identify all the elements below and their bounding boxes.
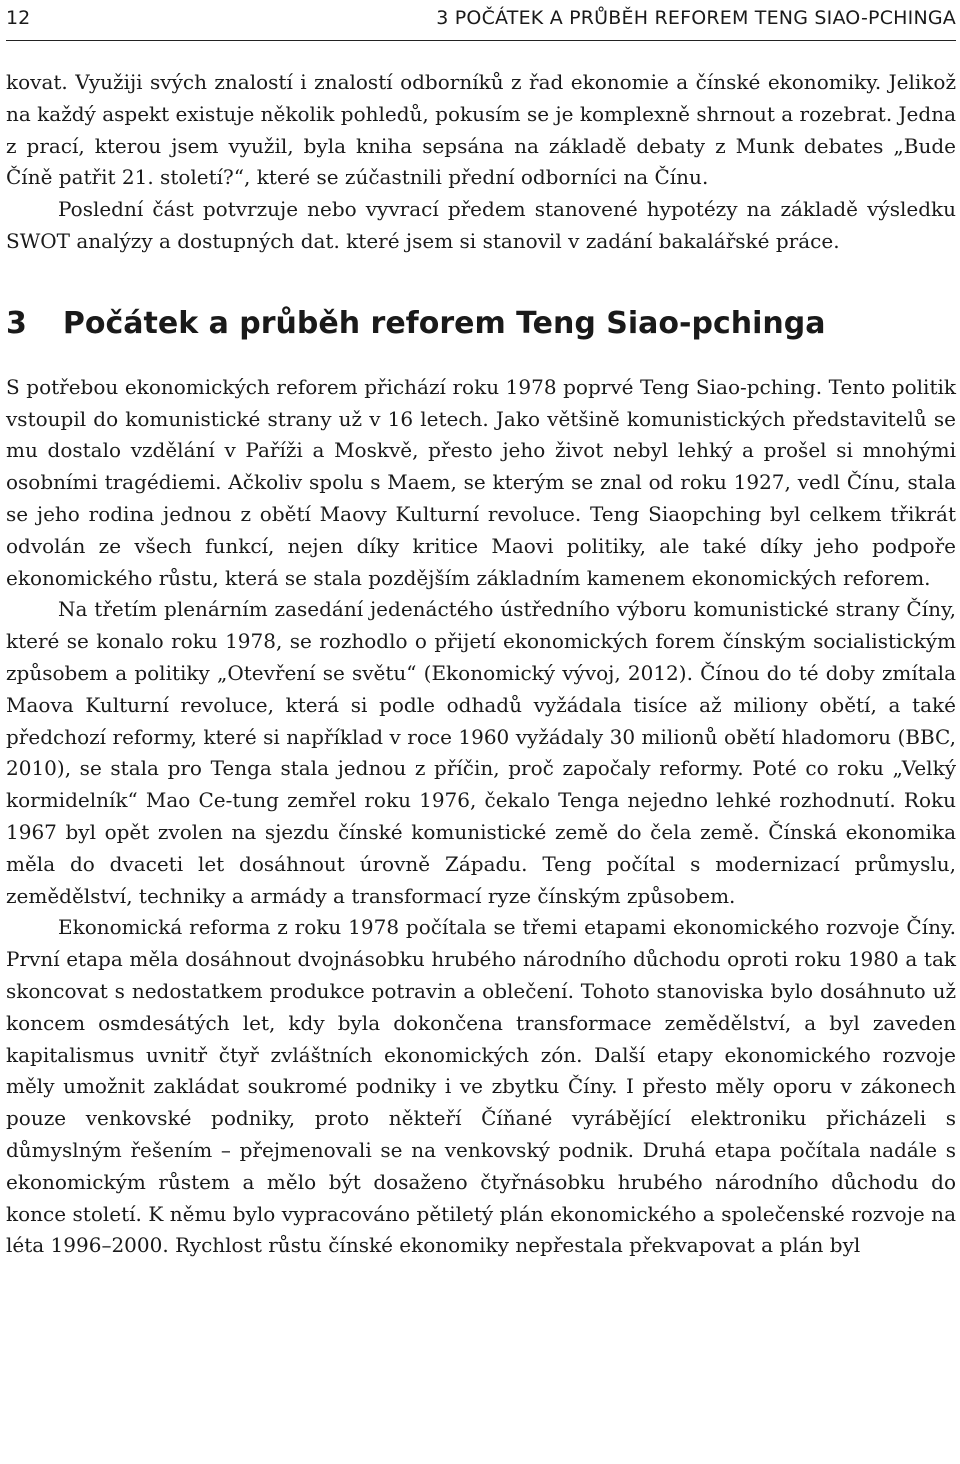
intro-paragraph-2: Poslední část potvrzuje nebo vyvrací předem stanovené hypotézy na základě výsledku SWOT analýzy a dostupných dat. které jsem si stanovil v zadání bakalářské práce. <box>6 197 956 253</box>
section-paragraph-1: S potřebou ekonomických reforem přichází roku 1978 poprvé Teng Siao-pching. Tento politik vstoupil do komunistické strany už v 16 letech. Jako většině komunistických představitelů se mu dostalo vzdělání v Paříži a Moskvě, přesto jeho život nebyl lehký a prošel si mnohými osobními tragédiemi. Ačkoliv spolu s Maem, se kterým se znal od roku 1927, vedl Čínu, stala se jeho rodina jednou z obětí Maovy Kulturní revoluce. Teng Siaopching byl celkem třikrát odvolán ze všech funkcí, nejen díky kritice Maovi politiky, ale také díky jeho podpoře ekonomického růstu, která se stala pozdějším základním kamenem ekonomických reforem. <box>6 374 956 590</box>
running-chapter-title: 3 POČÁTEK A PRŮBĚH REFOREM TENG SIAO-PCHINGA <box>436 7 956 29</box>
section-title: Počátek a průběh reforem Teng Siao-pchinga <box>62 305 826 341</box>
running-header <box>6 4 956 32</box>
header-rule <box>6 40 956 41</box>
section-number: 3 <box>6 305 27 341</box>
section-paragraph-3: Ekonomická reforma z roku 1978 počítala se třemi etapami ekonomického rozvoje Číny. První etapa měla dosáhnout dvojnásobku hrubého národního důchodu oproti roku 1980 a tak skoncovat s nedostatkem produkce potravin a oblečení. Tohoto stanoviska bylo dosáhnuto už koncem osmdesátých let, kdy byla dokončena transformace zemědělství, a byl zaveden kapitalismus uvnitř čtyř zvláštních ekonomických zón. Další etapy ekonomického rozvoje měly umožnit zakládat soukromé podniky i ve zbytku Číny. I přesto měly oporu v zákonech pouze venkovské podniky, proto někteří Číňané vyrábějící elektroniku přicházeli s důmyslným řešením – přejmenovali se na venkovský podnik. Druhá etapa počítala nadále s ekonomickým růstem a mělo být dosaženo čtyřnásobku hrubého národního důchodu do konce století. K němu bylo vypracováno pětiletý plán ekonomického a společenské rozvoje na léta 1996–2000. Rychlost růstu čínské ekonomiky nepřestala překvapovat a plán byl <box>6 915 956 1258</box>
document-page <box>6 0 956 1464</box>
body-text <box>6 67 956 1262</box>
page-number: 12 <box>6 7 31 29</box>
intro-paragraph-1: kovat. Využiji svých znalostí i znalostí odborníků z řad ekonomie a čínské ekonomiky. Jelikož na každý aspekt existuje několik pohledů, pokusím se je komplexně shrnout a rozebrat. Jedna z prací, kterou jsem využil, byla kniha sepsána na základě debaty z Munk debates „Bude Číně patřit 21. století?“, které se zúčastnili přední odborníci na Čínu. <box>6 70 956 190</box>
section-paragraph-2: Na třetím plenárním zasedání jedenáctého ústředního výboru komunistické strany Číny, které se konalo roku 1978, se rozhodlo o přijetí ekonomických forem čínským socialistickým způsobem a politiky „Otevření se světu“ (Ekonomický vývoj, 2012). Čínou do té doby zmítala Maova Kulturní revoluce, která si podle odhadů vyžádala tisíce až miliony obětí, a také předchozí reformy, které si například v roce 1960 vyžádaly 30 milionů obětí hladomoru (BBC, 2010), se stala pro Tenga stala jednou z příčin, proč započaly reformy. Poté co roku „Velký kormidelník“ Mao Ce-tung zemřel roku 1976, čekalo Tenga nejedno lehké rozhodnutí. Roku 1967 byl opět zvolen na sjezdu čínské komunistické země do čela země. Čínská ekonomika měla do dvaceti let dosáhnout úrovně Západu. Teng počítal s modernizací průmyslu, zemědělství, techniky a armády a transformací ryze čínským způsobem. <box>6 597 956 908</box>
section-heading <box>6 304 956 344</box>
